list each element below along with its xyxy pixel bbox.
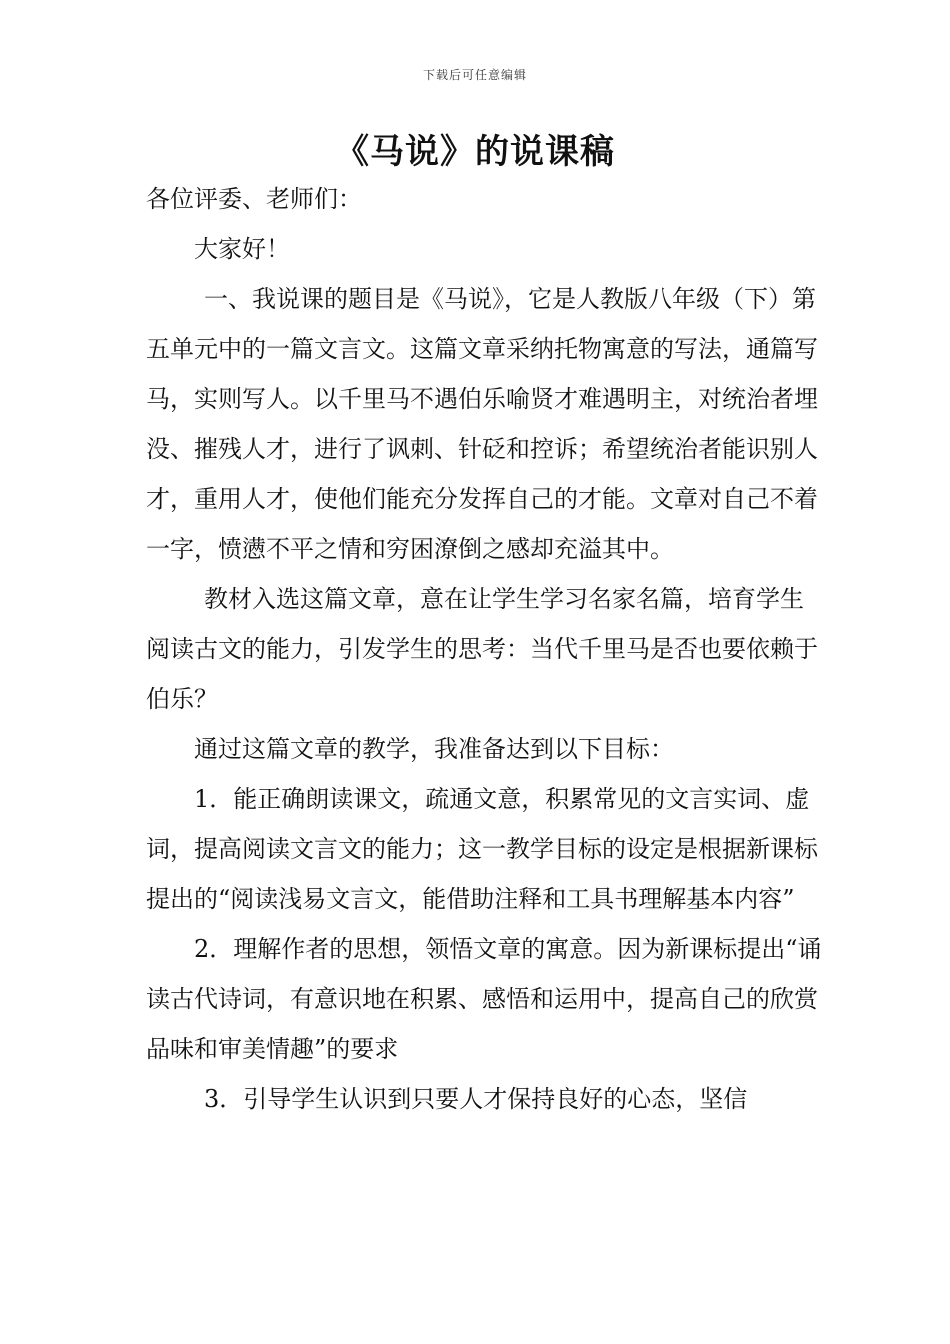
paragraph-textbook-purpose: 教材入选这篇文章，意在让学生学习名家名篇，培育学生阅读古文的能力，引发学生的思考：当代千里马是否也要依赖于伯乐？ [146, 585, 818, 713]
greeting: 大家好！ [194, 235, 290, 263]
document-body [146, 174, 826, 1124]
paragraph-intro: 一、我说课的题目是《马说》，它是人教版八年级（下）第五单元中的一篇文言文。这篇文章采纳托物寓意的写法，通篇写马，实则写人。以千里马不遇伯乐喻贤才难遇明主，对统治者埋没、摧残人才，进行了讽刺、针砭和控诉；希望统治者能识别人才，重用人才，使他们能充分发挥自己的才能。文章对自己不着一字，愤懑不平之情和穷困潦倒之感却充溢其中。 [146, 285, 818, 563]
salutation: 各位评委、老师们： [146, 185, 362, 213]
goal-item-3: 3．引导学生认识到只要人才保持良好的心态，坚信 [204, 1085, 748, 1113]
goal-item-1: 1．能正确朗读课文，疏通文意，积累常见的文言实词、虚词，提高阅读文言文的能力；这一教学目标的设定是根据新课标提出的“阅读浅易文言文，能借助注释和工具书理解基本内容” [146, 785, 818, 913]
goal-item-2: 2．理解作者的思想，领悟文章的寓意。因为新课标提出“诵读古代诗词，有意识地在积累、感悟和运用中，提高自己的欣赏品味和审美情趣”的要求 [146, 935, 822, 1063]
document-title: 《马说》的说课稿 [335, 132, 615, 172]
paragraph-goals-intro: 通过这篇文章的教学，我准备达到以下目标： [194, 735, 674, 763]
page-header-note: 下载后可任意编辑 [422, 68, 527, 82]
